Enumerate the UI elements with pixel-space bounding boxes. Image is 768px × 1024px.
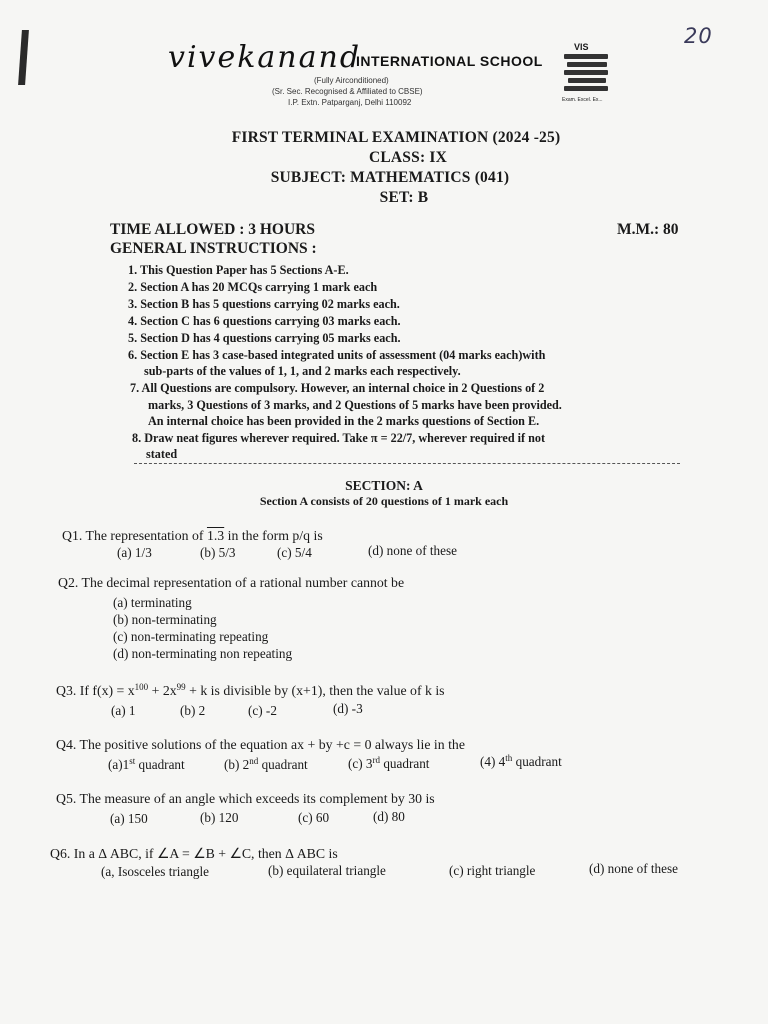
question-3-option-a: (a) 1	[111, 703, 136, 718]
question-3-option-d: (d) -3	[333, 701, 363, 716]
question-3-text-mid: + 2x	[148, 683, 177, 698]
question-4-option-c: (c) 3rd quadrant	[348, 755, 430, 771]
school-logo-script: vivekanand	[168, 40, 362, 75]
question-1-option-b: (b) 5/3	[200, 545, 236, 560]
instruction-item: 5. Section D has 4 questions carrying 05 marks each.	[128, 331, 401, 345]
emblem-text: VIS	[574, 42, 589, 52]
question-3-exponent-1: 100	[134, 682, 149, 692]
instruction-item: 4. Section C has 6 questions carrying 03 marks each.	[128, 314, 401, 328]
instruction-item-continued: An internal choice has been provided in the 2 marks questions of Section E.	[148, 414, 540, 428]
max-marks: M.M.: 80	[617, 221, 679, 238]
question-4-option-d: (4) 4th quadrant	[480, 753, 562, 769]
question-6: Q6. In a Δ ABC, if ∠A = ∠B + ∠C, then Δ ABC is	[50, 846, 338, 861]
question-5-option-b: (b) 120	[200, 810, 239, 825]
question-2-option-b: (b) non-terminating	[113, 612, 217, 627]
handwritten-page-note: 20	[684, 24, 713, 48]
books-icon	[564, 54, 610, 94]
question-6-option-a: (a, Isosceles triangle	[101, 864, 210, 879]
exam-subject: SUBJECT: MATHEMATICS (041)	[270, 169, 510, 186]
section-subtitle: Section A consists of 20 questions of 1 mark each	[259, 494, 509, 508]
question-3-option-c: (c) -2	[248, 703, 277, 718]
question-2: Q2. The decimal representation of a rational number cannot be	[58, 575, 405, 590]
question-1-text-after: in the form p/q is	[224, 528, 323, 543]
question-1-option-d: (d) none of these	[368, 543, 457, 558]
question-5-option-c: (c) 60	[298, 810, 330, 825]
question-5-option-d: (d) 80	[373, 809, 405, 824]
school-name-text: INTERNATIONAL SCHOOL	[356, 53, 543, 69]
question-5: Q5. The measure of an angle which exceeds its complement by 30 is	[56, 791, 435, 806]
instruction-item: 2. Section A has 20 MCQs carrying 1 mark each	[128, 280, 378, 294]
question-1	[62, 528, 323, 544]
question-6-option-d: (d) none of these	[589, 861, 678, 876]
question-6-option-c: (c) right triangle	[449, 863, 536, 878]
question-3-text-start: Q3. If f(x) = x	[56, 683, 135, 698]
question-2-option-a: (a) terminating	[113, 595, 192, 610]
question-3-text-end: + k is divisible by (x+1), then the value of k is	[185, 683, 445, 698]
instruction-item: 3. Section B has 5 questions carrying 02 marks each.	[128, 297, 400, 311]
question-6-option-b: (b) equilateral triangle	[268, 863, 386, 878]
section-divider	[134, 463, 680, 464]
instruction-item: 6. Section E has 3 case-based integrated units of assessment (04 marks each)with	[128, 348, 546, 362]
instruction-item: 8. Draw neat figures wherever required. Take π = 22/7, wherever required if not	[132, 431, 546, 445]
question-3	[56, 683, 445, 699]
instruction-item-continued: marks, 3 Questions of 3 marks, and 2 Questions of 5 marks have been provided.	[148, 398, 562, 412]
instructions-heading: GENERAL INSTRUCTIONS :	[110, 240, 317, 257]
school-subline-2: (Sr. Sec. Recognised & Affiliated to CBSE)	[272, 87, 423, 96]
school-subline-1: (Fully Airconditioned)	[314, 76, 389, 85]
exam-set: SET: B	[379, 189, 429, 206]
instruction-item-continued: sub-parts of the values of 1, 1, and 2 marks each respectively.	[144, 364, 461, 378]
question-3-exponent-2: 99	[176, 682, 186, 692]
section-title: SECTION: A	[345, 478, 423, 493]
time-allowed: TIME ALLOWED : 3 HOURS	[110, 221, 315, 238]
instruction-item: 1. This Question Paper has 5 Sections A-E.	[128, 263, 349, 277]
instruction-item: 7. All Questions are compulsory. However, an internal choice in 2 Questions of 2	[130, 381, 545, 395]
school-address: I.P. Extn. Patparganj, Delhi 110092	[288, 98, 412, 107]
question-1-recurring-value: 1.3	[206, 528, 225, 543]
exam-title-block	[0, 128, 768, 208]
question-4-option-a: (a)1st quadrant	[108, 756, 185, 772]
question-2-option-d: (d) non-terminating non repeating	[113, 646, 293, 661]
instruction-item-continued: stated	[146, 447, 178, 461]
scan-edge-mark	[18, 30, 29, 85]
exam-title: FIRST TERMINAL EXAMINATION (2024 -25)	[231, 129, 561, 146]
question-5-option-a: (a) 150	[110, 811, 148, 826]
question-1-option-a: (a) 1/3	[117, 545, 152, 560]
question-3-option-b: (b) 2	[180, 703, 206, 718]
school-emblem	[560, 42, 612, 104]
question-1-option-c: (c) 5/4	[277, 545, 312, 560]
exam-class: CLASS: IX	[368, 149, 448, 166]
question-1-text-before: Q1. The representation of	[62, 528, 207, 543]
question-2-option-c: (c) non-terminating repeating	[113, 629, 269, 644]
question-4: Q4. The positive solutions of the equation ax + by +c = 0 always lie in the	[56, 737, 465, 752]
question-4-option-b: (b) 2nd quadrant	[224, 756, 308, 772]
emblem-motto: Exam. Excel. Ex...	[562, 97, 603, 103]
